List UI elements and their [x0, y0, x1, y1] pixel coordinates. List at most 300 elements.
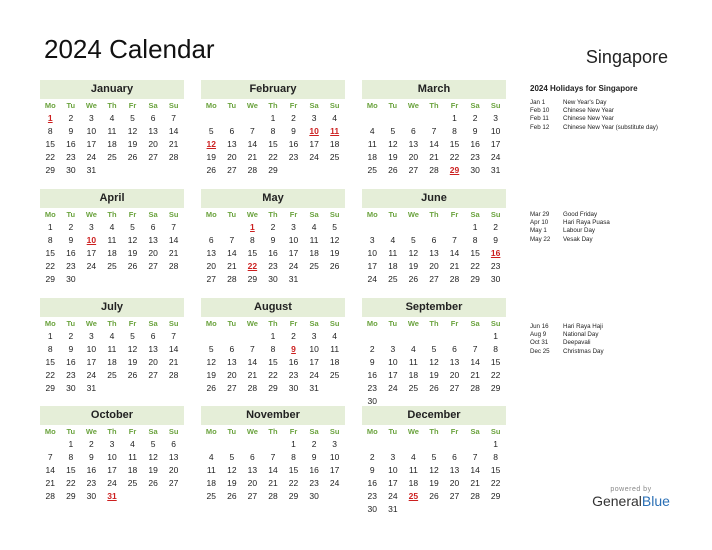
weekday-header: Mo [205, 427, 217, 436]
day-cell: 21 [449, 261, 460, 271]
day-cell: 26 [206, 165, 217, 175]
day-cell: 10 [490, 126, 501, 136]
day-cell: 28 [247, 383, 258, 393]
holiday-date: Jun 16 [530, 323, 549, 330]
day-cell: 22 [490, 370, 501, 380]
empty-cell [403, 438, 424, 451]
day-cell: 16 [66, 248, 76, 258]
day-cell: 26 [227, 491, 237, 501]
weekday-header: Mo [205, 101, 217, 110]
day-cell: 5 [130, 222, 135, 232]
day-cell: 24 [329, 478, 340, 488]
day-cell: 1 [452, 113, 457, 123]
day-cell: 13 [227, 357, 237, 367]
country-label: Singapore [585, 47, 668, 67]
day-cell: 23 [490, 261, 501, 271]
day-cell: 1 [291, 439, 296, 449]
day-cell: 16 [268, 248, 278, 258]
day-cell: 19 [429, 370, 439, 380]
day-cell: 30 [367, 396, 378, 406]
holiday-name: Chinese New Year [563, 115, 614, 123]
weekday-header: Fr [289, 319, 298, 328]
month-name: August [201, 298, 345, 317]
day-cell: 7 [472, 452, 478, 462]
day-cell: 24 [309, 370, 319, 380]
empty-cell [201, 221, 222, 234]
day-cell: 18 [309, 248, 319, 258]
weekday-header: We [407, 427, 419, 436]
holiday-day-cell: 22 [247, 261, 258, 271]
day-cell: 11 [367, 139, 377, 149]
day-cell: 3 [89, 222, 94, 232]
day-cell: 18 [206, 478, 217, 488]
day-cell: 17 [388, 478, 398, 488]
weekday-header: Su [329, 319, 340, 328]
day-cell: 1 [472, 222, 478, 232]
day-cell: 25 [367, 165, 378, 175]
day-cell: 24 [309, 152, 319, 162]
day-cell: 6 [229, 344, 235, 354]
day-cell: 8 [47, 235, 53, 245]
day-cell: 14 [470, 357, 480, 367]
holiday-name: Hari Raya Puasa [563, 219, 610, 227]
weekday-header: Su [490, 427, 501, 436]
day-cell: 24 [367, 274, 378, 284]
day-cell: 31 [86, 165, 97, 175]
day-cell: 19 [127, 357, 138, 367]
weekday-header: Su [329, 210, 340, 219]
month-name: February [201, 80, 345, 99]
weekday-header: Su [168, 210, 179, 219]
weekday-header: Su [168, 101, 179, 110]
day-cell: 14 [268, 465, 278, 475]
day-cell: 9 [68, 235, 74, 245]
day-cell: 27 [148, 370, 158, 380]
day-cell: 21 [247, 370, 258, 380]
day-cell: 2 [493, 222, 499, 232]
weekday-header: Tu [388, 427, 398, 436]
day-cell: 19 [227, 478, 237, 488]
day-cell: 18 [329, 357, 340, 367]
day-cell: 12 [127, 126, 138, 136]
holiday-date: Feb 11 [530, 115, 549, 123]
day-cell: 11 [128, 452, 137, 462]
weekday-header: Fr [450, 319, 459, 328]
holiday-group [530, 323, 700, 356]
day-cell: 4 [109, 113, 115, 123]
month-name: September [362, 298, 506, 317]
day-cell: 9 [68, 126, 74, 136]
day-cell: 22 [470, 261, 480, 271]
day-cell: 7 [171, 331, 177, 341]
day-cell: 29 [490, 491, 501, 501]
day-cell: 2 [68, 113, 74, 123]
weekday-header: Th [429, 427, 439, 436]
month-july [40, 298, 184, 395]
empty-cell [362, 438, 383, 451]
day-cell: 2 [291, 113, 296, 123]
holiday-day-cell: 10 [86, 235, 97, 245]
day-cell: 19 [148, 465, 158, 475]
empty-cell [403, 221, 424, 234]
empty-cell [424, 330, 445, 343]
day-cell: 4 [130, 439, 135, 449]
weekday-header: We [407, 101, 419, 110]
day-cell: 19 [408, 261, 419, 271]
day-cell: 9 [270, 235, 276, 245]
day-cell: 29 [268, 165, 278, 175]
day-cell: 29 [288, 491, 299, 501]
day-cell: 5 [332, 222, 338, 232]
weekday-header: Mo [366, 319, 378, 328]
day-cell: 15 [288, 465, 299, 475]
day-cell: 23 [367, 383, 378, 393]
day-cell: 4 [311, 222, 317, 232]
day-cell: 22 [268, 152, 278, 162]
day-cell: 8 [493, 344, 499, 354]
empty-cell [403, 112, 424, 125]
day-cell: 16 [309, 465, 319, 475]
day-cell: 17 [288, 248, 299, 258]
day-cell: 1 [68, 439, 74, 449]
weekday-header: Tu [227, 319, 237, 328]
day-cell: 15 [247, 248, 258, 258]
weekday-header: Th [107, 101, 117, 110]
day-cell: 24 [490, 152, 501, 162]
day-cell: 16 [288, 139, 299, 149]
day-cell: 27 [429, 274, 439, 284]
day-cell: 8 [472, 235, 478, 245]
day-cell: 8 [493, 452, 499, 462]
holiday-name: New Year's Day [563, 99, 607, 106]
weekday-header: We [246, 210, 258, 219]
day-cell: 5 [390, 126, 396, 136]
day-cell: 10 [107, 452, 117, 462]
day-cell: 18 [408, 478, 419, 488]
day-cell: 12 [388, 139, 398, 149]
day-cell: 14 [247, 139, 258, 149]
day-cell: 4 [109, 331, 115, 341]
holiday-row [530, 124, 700, 132]
day-cell: 18 [408, 370, 419, 380]
day-cell: 20 [408, 152, 419, 162]
day-cell: 18 [107, 248, 117, 258]
day-cell: 14 [449, 248, 460, 258]
day-cell: 14 [227, 248, 237, 258]
day-cell: 5 [208, 126, 214, 136]
empty-cell [424, 112, 445, 125]
day-cell: 23 [367, 491, 378, 501]
month-december [362, 406, 506, 516]
day-cell: 9 [369, 465, 375, 475]
holiday-row [530, 331, 700, 339]
weekday-header: Tu [66, 101, 76, 110]
day-cell: 10 [388, 465, 398, 475]
day-cell: 17 [86, 139, 97, 149]
day-cell: 12 [329, 235, 340, 245]
day-cell: 13 [247, 465, 258, 475]
day-cell: 10 [288, 235, 299, 245]
day-cell: 11 [330, 344, 340, 354]
weekday-header: Fr [128, 319, 137, 328]
weekday-header: Th [429, 319, 439, 328]
weekday-header: We [85, 210, 97, 219]
day-cell: 9 [291, 126, 296, 136]
day-cell: 26 [206, 383, 217, 393]
day-cell: 25 [206, 491, 217, 501]
day-cell: 19 [329, 248, 340, 258]
weekday-header: Tu [388, 101, 398, 110]
holiday-name: Chinese New Year [563, 107, 614, 115]
day-cell: 8 [452, 126, 457, 136]
month-days [362, 425, 506, 516]
day-cell: 9 [68, 344, 74, 354]
day-cell: 22 [66, 478, 76, 488]
day-cell: 26 [127, 370, 138, 380]
day-cell: 28 [168, 152, 179, 162]
holiday-row [530, 219, 700, 227]
holiday-date: Feb 12 [530, 123, 550, 131]
day-cell: 9 [369, 357, 375, 367]
holiday-day-cell: 11 [330, 126, 340, 136]
day-cell: 23 [288, 152, 299, 162]
day-cell: 15 [45, 139, 56, 149]
day-cell: 2 [369, 452, 375, 462]
day-cell: 21 [470, 370, 480, 380]
day-cell: 9 [472, 126, 478, 136]
month-name: December [362, 406, 506, 425]
weekday-header: Mo [44, 427, 56, 436]
day-cell: 26 [429, 491, 439, 501]
empty-cell [424, 438, 445, 451]
day-cell: 6 [250, 452, 255, 462]
month-name: June [362, 189, 506, 208]
day-cell: 26 [408, 274, 419, 284]
weekday-header: Fr [450, 210, 459, 219]
day-cell: 12 [429, 357, 439, 367]
day-cell: 3 [493, 113, 499, 123]
day-cell: 17 [86, 248, 97, 258]
weekday-header: Fr [289, 210, 298, 219]
day-cell: 29 [45, 274, 56, 284]
weekday-header: We [246, 427, 258, 436]
weekday-header: Mo [366, 101, 378, 110]
day-cell: 22 [449, 152, 460, 162]
month-days [40, 208, 184, 286]
weekday-header: Tu [66, 210, 76, 219]
day-cell: 19 [429, 478, 439, 488]
empty-cell [222, 221, 243, 234]
day-cell: 10 [309, 344, 319, 354]
day-cell: 13 [449, 465, 460, 475]
day-cell: 6 [171, 439, 177, 449]
weekday-header: Th [107, 319, 117, 328]
day-cell: 28 [449, 274, 460, 284]
empty-cell [201, 112, 222, 125]
weekday-header: Th [268, 210, 278, 219]
day-cell: 17 [86, 357, 97, 367]
day-cell: 16 [66, 357, 76, 367]
day-cell: 27 [449, 383, 460, 393]
day-cell: 4 [411, 452, 416, 462]
holiday-row [530, 348, 700, 356]
month-november [201, 406, 345, 503]
empty-cell [242, 438, 263, 451]
day-cell: 17 [309, 357, 319, 367]
day-cell: 13 [148, 344, 158, 354]
empty-cell [383, 112, 404, 125]
month-january [40, 80, 184, 177]
month-may [201, 189, 345, 286]
empty-cell [424, 221, 445, 234]
month-days [362, 99, 506, 177]
weekday-header: Th [268, 427, 278, 436]
month-august [201, 298, 345, 395]
day-cell: 30 [268, 274, 278, 284]
weekday-header: Tu [388, 319, 398, 328]
empty-cell [383, 438, 404, 451]
weekday-header: Sa [470, 210, 480, 219]
day-cell: 12 [408, 248, 419, 258]
day-cell: 7 [270, 452, 276, 462]
holiday-date: May 1 [530, 227, 547, 235]
day-cell: 22 [288, 478, 299, 488]
month-days [40, 425, 184, 503]
month-name: April [40, 189, 184, 208]
day-cell: 25 [107, 370, 117, 380]
weekday-header: Fr [128, 210, 137, 219]
logo-general: General [592, 493, 642, 509]
logo-text [588, 493, 674, 509]
weekday-header: Fr [128, 101, 137, 110]
day-cell: 27 [227, 165, 237, 175]
day-cell: 22 [490, 478, 501, 488]
day-cell: 11 [408, 357, 418, 367]
day-cell: 12 [127, 235, 138, 245]
holiday-name: Vesak Day [563, 235, 593, 243]
day-cell: 21 [429, 152, 439, 162]
day-cell: 12 [429, 465, 439, 475]
day-cell: 4 [109, 222, 115, 232]
weekday-header: Mo [366, 427, 378, 436]
day-cell: 2 [369, 344, 375, 354]
day-cell: 6 [150, 113, 156, 123]
day-cell: 27 [148, 152, 158, 162]
day-cell: 2 [89, 439, 94, 449]
day-cell: 12 [148, 452, 158, 462]
weekday-header: We [246, 101, 258, 110]
weekday-header: Sa [309, 319, 319, 328]
day-cell: 9 [493, 235, 499, 245]
day-cell: 20 [206, 261, 217, 271]
weekday-header: Su [490, 319, 501, 328]
day-cell: 27 [148, 261, 158, 271]
day-cell: 24 [388, 491, 398, 501]
weekday-header: Sa [470, 319, 480, 328]
month-september [362, 298, 506, 408]
day-cell: 8 [270, 344, 276, 354]
day-cell: 19 [127, 248, 138, 258]
day-cell: 6 [411, 126, 416, 136]
day-cell: 8 [68, 452, 74, 462]
weekday-header: Th [107, 427, 117, 436]
holiday-name: Labour Day [563, 227, 595, 235]
day-cell: 4 [411, 344, 416, 354]
day-cell: 6 [208, 235, 214, 245]
day-cell: 27 [449, 491, 460, 501]
day-cell: 2 [291, 331, 296, 341]
day-cell: 25 [107, 152, 117, 162]
day-cell: 31 [388, 504, 398, 514]
day-cell: 27 [227, 383, 237, 393]
month-days [40, 317, 184, 395]
day-cell: 15 [268, 139, 278, 149]
day-cell: 29 [45, 165, 56, 175]
day-cell: 21 [268, 478, 278, 488]
day-cell: 30 [66, 383, 76, 393]
day-cell: 3 [89, 331, 94, 341]
day-cell: 13 [449, 357, 460, 367]
weekday-header: Mo [205, 210, 217, 219]
day-cell: 27 [247, 491, 258, 501]
day-cell: 13 [168, 452, 179, 462]
day-cell: 7 [171, 222, 177, 232]
day-cell: 30 [490, 274, 501, 284]
day-cell: 25 [388, 274, 398, 284]
weekday-header: We [246, 319, 258, 328]
day-cell: 3 [369, 235, 375, 245]
day-cell: 11 [107, 235, 117, 245]
day-cell: 1 [270, 113, 276, 123]
day-cell: 27 [168, 478, 179, 488]
empty-cell [362, 330, 383, 343]
weekday-header: Tu [227, 210, 237, 219]
day-cell: 24 [388, 383, 398, 393]
day-cell: 6 [452, 452, 457, 462]
day-cell: 26 [127, 152, 138, 162]
day-cell: 20 [429, 261, 439, 271]
day-cell: 5 [431, 452, 437, 462]
month-february [201, 80, 345, 177]
day-cell: 14 [168, 344, 179, 354]
day-cell: 14 [470, 465, 480, 475]
day-cell: 20 [168, 465, 179, 475]
day-cell: 17 [329, 465, 340, 475]
empty-cell [201, 330, 222, 343]
empty-cell [383, 330, 404, 343]
holiday-day-cell: 31 [107, 491, 117, 501]
day-cell: 19 [127, 139, 138, 149]
empty-cell [40, 438, 61, 451]
day-cell: 21 [247, 152, 258, 162]
holiday-name: Hari Raya Haji [563, 323, 603, 330]
holiday-day-cell: 12 [206, 139, 217, 149]
day-cell: 12 [127, 344, 138, 354]
day-cell: 24 [86, 370, 97, 380]
day-cell: 28 [227, 274, 237, 284]
day-cell: 19 [206, 370, 217, 380]
day-cell: 15 [45, 248, 56, 258]
day-cell: 18 [329, 139, 340, 149]
day-cell: 28 [268, 491, 278, 501]
holiday-day-cell: 10 [309, 126, 319, 136]
day-cell: 11 [408, 465, 418, 475]
day-cell: 13 [408, 139, 419, 149]
day-cell: 12 [227, 465, 237, 475]
day-cell: 8 [291, 452, 296, 462]
day-cell: 22 [45, 152, 56, 162]
day-cell: 20 [148, 248, 158, 258]
